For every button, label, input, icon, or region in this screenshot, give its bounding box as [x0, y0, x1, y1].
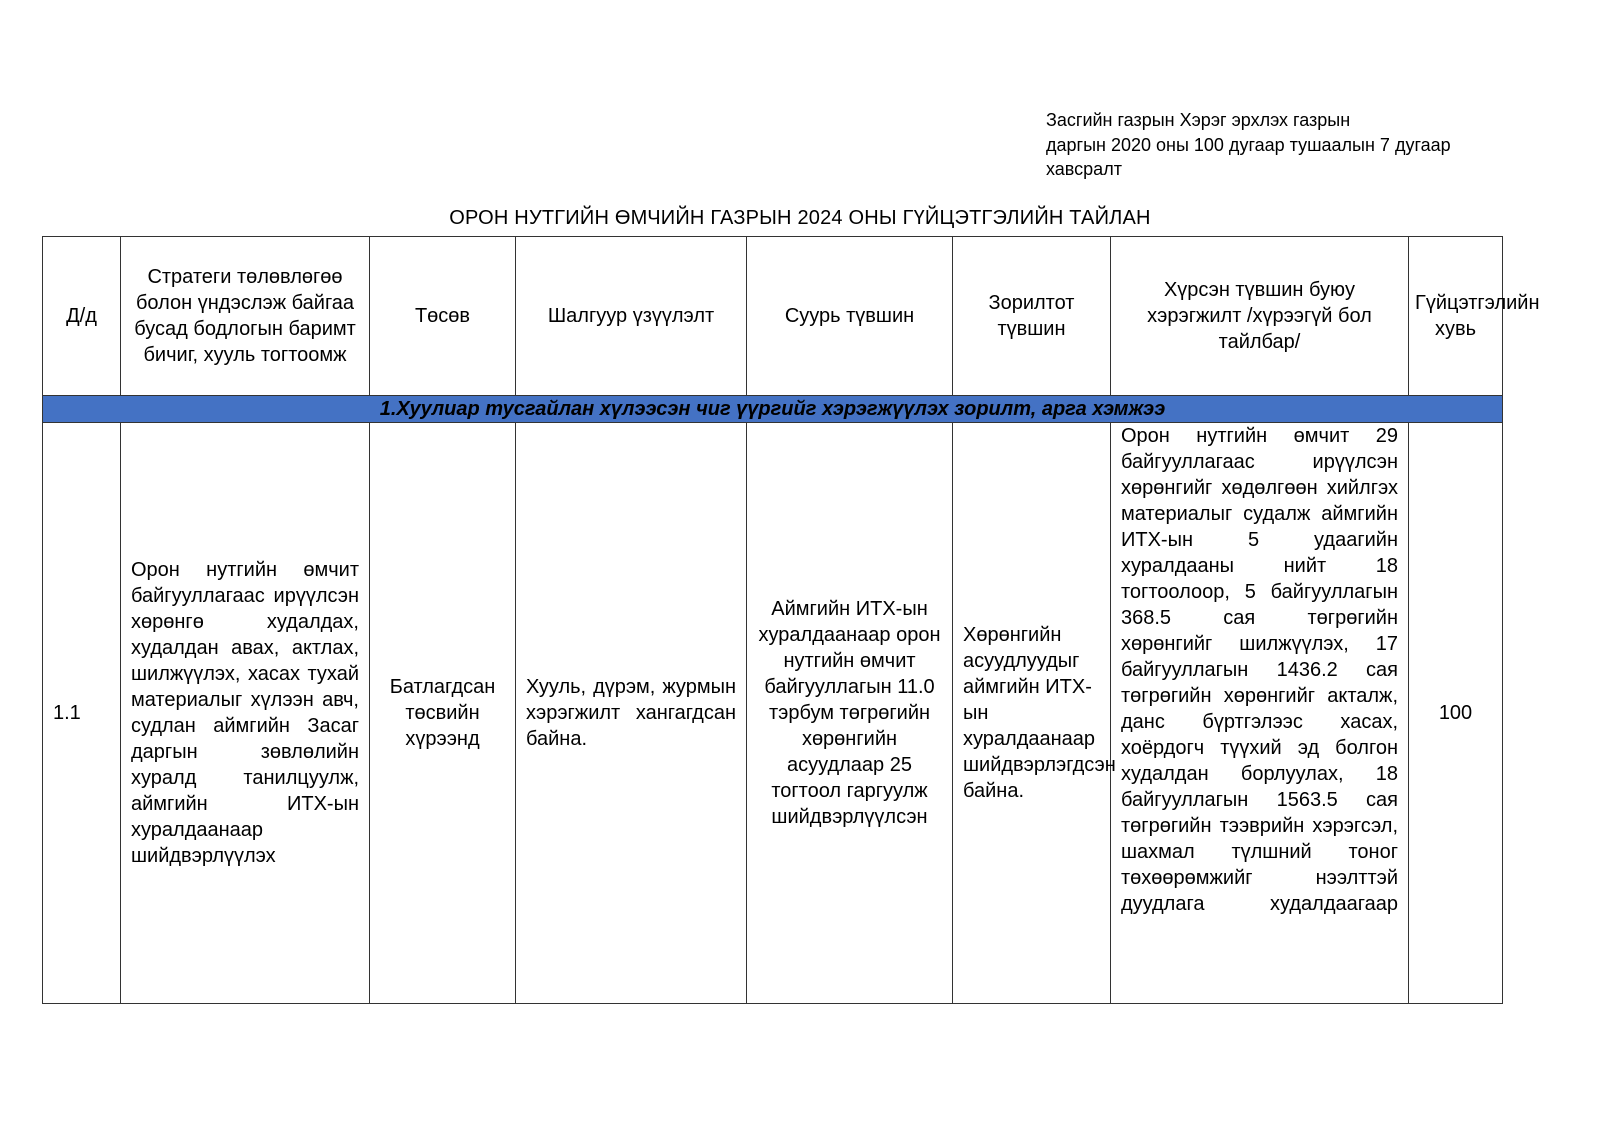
cell-achieved-wrap [1111, 423, 1409, 1004]
report-table [42, 236, 1540, 1004]
annex-note [1046, 108, 1566, 182]
header-baseline: Суурь түвшин [747, 237, 953, 396]
cell-no: 1.1 [43, 423, 121, 1004]
cell-percent: 100 [1409, 423, 1503, 1004]
header-achieved: Хүрсэн түвшин буюу хэрэгжилт /хүрээгүй бол тайлбар/ [1111, 237, 1409, 396]
header-no: Д/д [43, 237, 121, 396]
section-row [43, 396, 1503, 423]
section-title: 1.Хуулиар тусгайлан хүлээсэн чиг үүргийг хэрэгжүүлэх зорилт, арга хэмжээ [43, 396, 1503, 423]
report-title: ОРОН НУТГИЙН ӨМЧИЙН ГАЗРЫН 2024 ОНЫ ГҮЙЦЭТГЭЛИЙН ТАЙЛАН [449, 207, 1151, 229]
annex-line-2: даргын 2020 оны 100 дугаар тушаалын 7 дугаар [1046, 134, 1451, 155]
header-percent: Гүйцэтгэлийн хувь [1409, 237, 1503, 396]
cell-budget: Батлагдсан төсвийн хүрээнд [370, 423, 516, 1004]
cell-criterion: Хууль, дүрэм, журмын хэрэгжилт хангагдсан байна. [516, 423, 747, 1004]
cell-baseline: Аймгийн ИТХ-ын хуралдаанаар орон нутгийн өмчит байгууллагын 11.0 тэрбум төгрөгийн хөрөнгийн асуудлаар 25 тогтоол гаргуулж шийдвэрлүүлсэн [747, 423, 953, 1004]
header-strategy: Стратеги төлөвлөгөө болон үндэслэж байгаа бусад бодлогын баримт бичиг, хууль тогтоомж [121, 237, 370, 396]
header-criterion: Шалгуур үзүүлэлт [516, 237, 747, 396]
annex-line-1: Засгийн газрын Хэрэг эрхлэх газрын [1046, 110, 1351, 130]
header-budget: Төсөв [370, 237, 516, 396]
header-target: Зорилтот түвшин [953, 237, 1111, 396]
cell-achieved: Орон нутгийн өмчит 29 байгууллагаас ирүүлсэн хөрөнгийг хөдөлгөөн хийлгэх материалыг судалж аймгийн ИТХ-ын 5 удаагийн хуралдааны нийт 18 тогтоолоор, 5 байгууллагын 368.5 сая төгрөгийн хөрөнгийг шилжүүлэх, 17 байгууллагын 1436.2 сая төгрөгийн хөрөнгийг акталж, данс бүртгэлээс хасах, хоёрдогч түүхий эд болгон худалдан борлуулах, 18 байгууллагын 1563.5 сая төгрөгийн тээврийн хэрэгсэл, шахмал түлшний тоног төхөөрөмжийг нээлттэй дуудлага худалдаагаар [1121, 425, 1398, 915]
annex-line-3: хавсралт [1046, 159, 1122, 179]
table-header-row [43, 237, 1503, 396]
cell-target: Хөрөнгийн асуудлуудыг аймгийн ИТХ-ын хуралдаанаар шийдвэрлэгдсэн байна. [953, 423, 1111, 1004]
cell-strategy: Орон нутгийн өмчит байгууллагаас ирүүлсэн хөрөнгө худалдах, худалдан авах, актлах, шилжүүлэх, хасах тухай материалыг хүлээн авч, судлан аймгийн Засаг даргын зөвлөлийн хуралд танилцуулж, аймгийн ИТХ-ын хуралдаанаар шийдвэрлүүлэх [121, 423, 370, 1004]
table-row [43, 423, 1503, 1004]
